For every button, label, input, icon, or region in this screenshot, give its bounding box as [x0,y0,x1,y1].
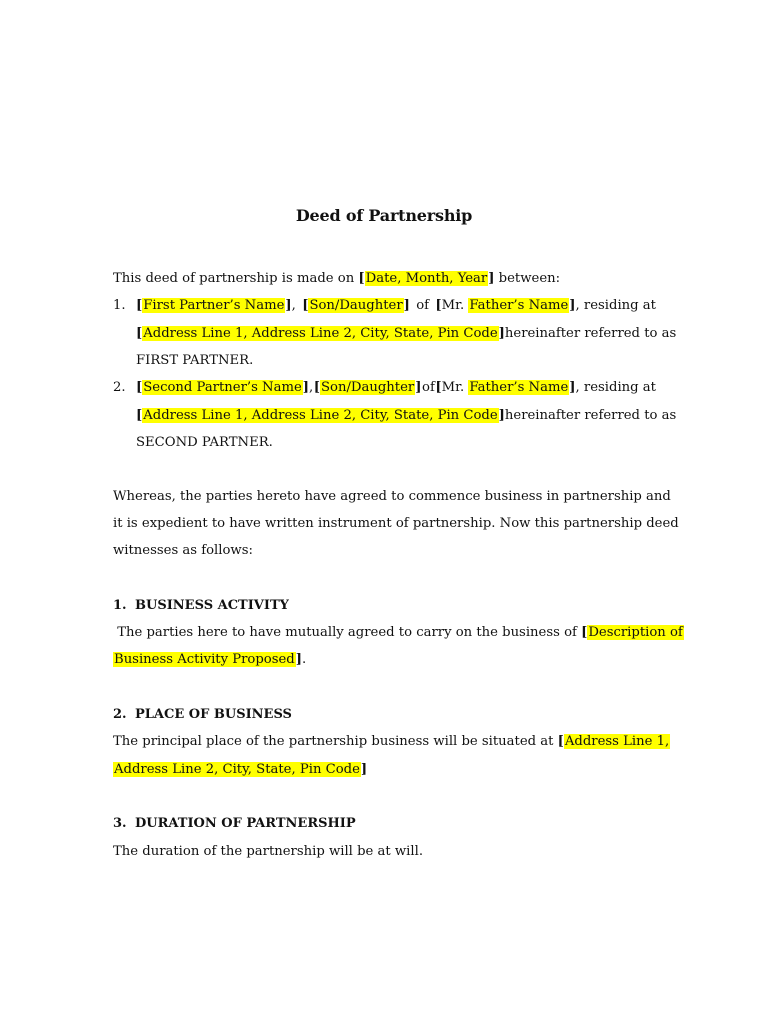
partner-1-number: 1. [113,298,126,313]
section-1-placeholder-part-2: Business Activity Proposed [114,652,295,667]
document-title: Deed of Partnership [295,206,473,225]
section-2-number: 2. [113,707,127,722]
section-3-text: The duration of the partnership will be at will. [113,844,424,859]
section-2-text-line-1: The principal place of the partnership business will be situated at [Address Line 1, [113,734,670,749]
partner-1-residing: , residing at [575,298,656,313]
section-2-title: PLACE OF BUSINESS [135,707,292,722]
section-1-heading [113,597,289,615]
section-2-text-line-2: Address Line 2, City, State, Pin Code] [114,762,368,777]
section-3-heading [113,815,356,833]
section-2-placeholder-part-2: Address Line 2, City, State, Pin Code [114,762,360,777]
section-1-text-suffix: . [302,652,307,667]
intro-line: This deed of partnership is made on [Date, Month, Year] between: [113,271,561,286]
partner-1-referred: hereinafter referred to as [504,326,677,341]
partner-2-name-placeholder: Second Partner’s Name [143,380,302,395]
section-1-number: 1. [113,598,127,613]
section-2-text-prefix: The principal place of the partnership business will be situated at [113,734,558,749]
partner-1-of: of [416,298,430,313]
partner-1-designation: FIRST PARTNER. [136,353,254,368]
partner-1-line-2: [Address Line 1, Address Line 2, City, State, Pin Code] hereinafter referred to as [136,326,677,341]
date-placeholder: Date, Month, Year [365,271,488,286]
partner-1-father-placeholder: Father’s Name [469,298,569,313]
section-2-heading [113,706,292,724]
section-2-placeholder-part-1: Address Line 1, [564,734,670,749]
partner-2-number: 2. [113,380,126,395]
partner-1-address-placeholder: Address Line 1, Address Line 2, City, State, Pin Code [143,326,498,341]
whereas-line-1: Whereas, the parties hereto have agreed to commence business in partnership and [113,489,671,504]
partner-2-designation: SECOND PARTNER. [136,435,273,450]
section-1-text-line-1: The parties here to have mutually agreed to carry on the business of [Description of [113,625,683,640]
partner-2-referred: hereinafter referred to as [504,408,677,423]
partner-1-line-1: [First Partner’s Name], [Son/Daughter] of [Mr. Father’s Name], residing at [136,298,656,313]
partner-2-line-1: [Second Partner’s Name], [Son/Daughter] of [Mr. Father’s Name], residing at [136,380,656,395]
section-3-title: DURATION OF PARTNERSHIP [135,816,356,831]
section-1-title: BUSINESS ACTIVITY [135,598,289,613]
partner-2-of: of [422,380,435,395]
partner-2-father-placeholder: Father’s Name [469,380,569,395]
section-3-number: 3. [113,816,127,831]
partner-2-relation-placeholder: Son/Daughter [321,380,415,395]
whereas-line-3: witnesses as follows: [113,543,253,558]
partner-2-residing: , residing at [575,380,656,395]
partner-1-relation-placeholder: Son/Daughter [309,298,403,313]
partner-2-line-2: [Address Line 1, Address Line 2, City, State, Pin Code] hereinafter referred to as [136,408,677,423]
partner-1-mr: Mr. [441,298,465,313]
partner-2-address-placeholder: Address Line 1, Address Line 2, City, State, Pin Code [143,408,498,423]
whereas-line-2: it is expedient to have written instrument of partnership. Now this partnership deed [113,516,679,531]
section-1-placeholder-part-1: Description of [588,625,683,640]
section-1-text-line-2: Business Activity Proposed]. [114,652,307,667]
partner-1-name-placeholder: First Partner’s Name [143,298,285,313]
intro-suffix: between: [494,271,561,286]
intro-prefix: This deed of partnership is made on [113,271,359,286]
section-1-text-prefix: The parties here to have mutually agreed to carry on the business of [113,625,582,640]
partner-2-mr: Mr. [441,380,465,395]
